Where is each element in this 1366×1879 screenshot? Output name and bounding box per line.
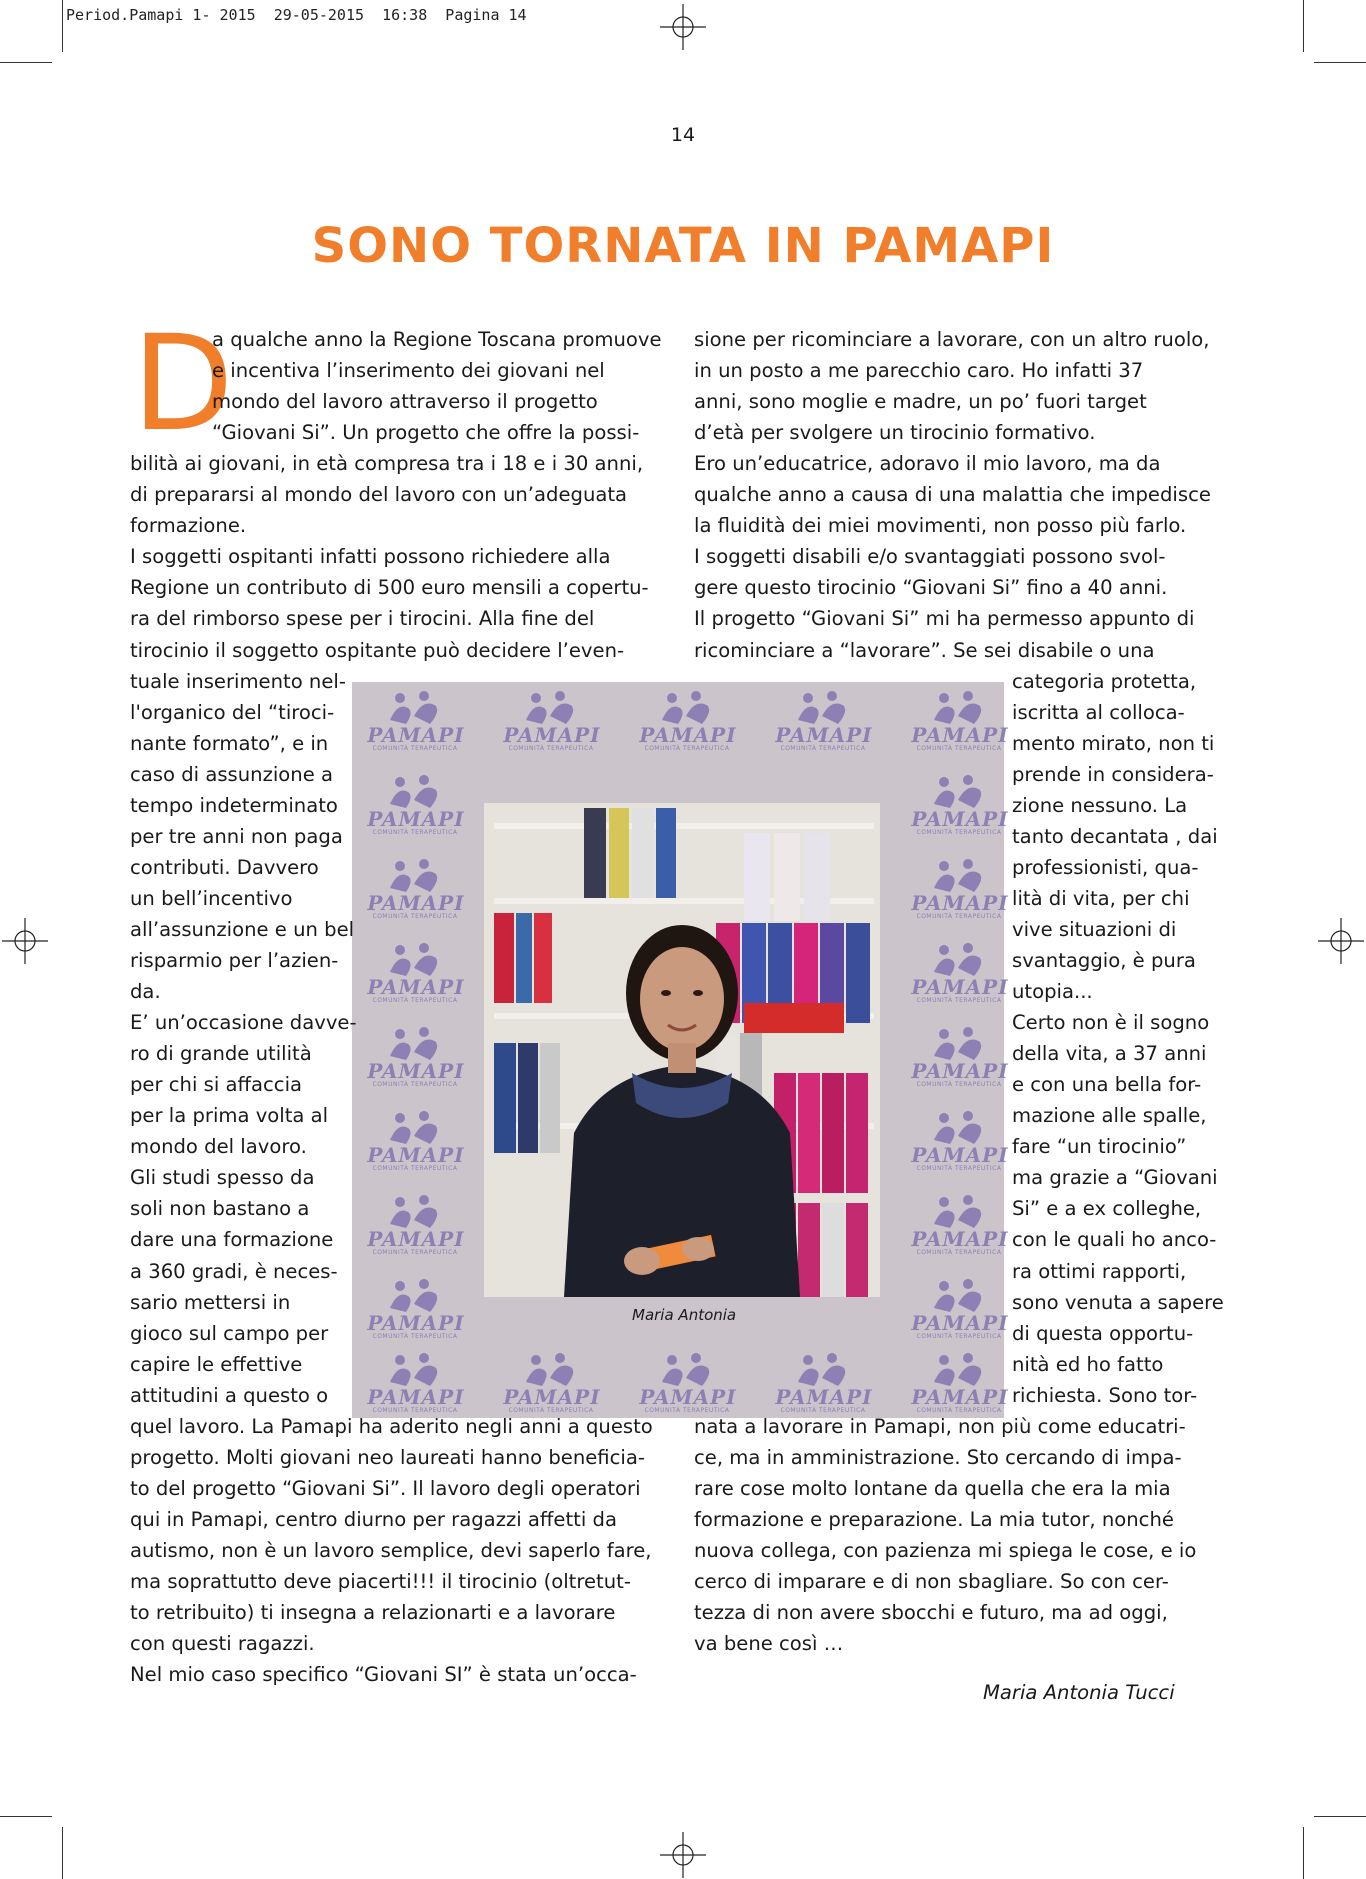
text-line: d’età per svolgere un tirocinio formativo.: [694, 421, 1096, 445]
logo-subtitle: COMUNITÀ TERAPEUTICA: [508, 745, 594, 752]
logo-brand: PAMAPI: [367, 975, 465, 999]
logo-brand: PAMAPI: [775, 723, 873, 747]
text-line: “Giovani Si”. Un progetto che offre la possi-: [212, 421, 640, 445]
logo-brand: PAMAPI: [639, 723, 737, 747]
text-line: va bene così …: [694, 1632, 844, 1656]
text-line: to retribuito) ti insegna a relazionarti e a lavorare: [130, 1601, 616, 1625]
text-line: della vita, a 37 anni: [1012, 1042, 1207, 1066]
text-line: ricominciare a “lavorare”. Se sei disabile o una: [694, 638, 1155, 662]
text-line: vive situazioni di: [1012, 917, 1177, 941]
text-line: dare una formazione: [130, 1228, 334, 1252]
logo-brand: PAMAPI: [367, 1385, 465, 1409]
pamapi-logo-tile: [904, 774, 1014, 838]
text-line: nata a lavorare in Pamapi, non più come educatri-: [694, 1414, 1186, 1438]
logo-subtitle: COMUNITÀ TERAPEUTICA: [372, 997, 458, 1004]
text-line: la fluidità dei miei movimenti, non posso più farlo.: [694, 514, 1187, 538]
text-line: gioco sul campo per: [130, 1321, 329, 1345]
pamapi-logo-tile: [904, 1194, 1014, 1258]
text-line: Regione un contributo di 500 euro mensili a copertu-: [130, 576, 649, 600]
text-line: quel lavoro. La Pamapi ha aderito negli anni a questo: [130, 1414, 653, 1438]
text-line: per tre anni non paga: [130, 824, 343, 848]
text-line: formazione e preparazione. La mia tutor, nonché: [694, 1507, 1174, 1531]
text-line: ra ottimi rapporti,: [1012, 1259, 1187, 1283]
trim-mark: [1303, 1827, 1304, 1879]
text-line: capire le effettive: [130, 1352, 303, 1376]
drop-cap: D: [132, 307, 234, 461]
pamapi-logo-tile: [360, 858, 470, 922]
logo-subtitle: COMUNITÀ TERAPEUTICA: [372, 1407, 458, 1414]
pamapi-logo-tile: [496, 690, 606, 754]
text-line: l'organico del “tiroci-: [130, 700, 335, 724]
text-line: mondo del lavoro attraverso il progetto: [212, 390, 598, 414]
text-line: to del progetto “Giovani Si”. Il lavoro degli operatori: [130, 1476, 641, 1500]
text-line: Nel mio caso specifico “Giovani SI” è stata un’occa-: [130, 1663, 637, 1687]
text-line: ma grazie a “Giovani: [1012, 1166, 1218, 1190]
logo-brand: PAMAPI: [911, 723, 1009, 747]
logo-subtitle: COMUNITÀ TERAPEUTICA: [780, 745, 866, 752]
text-line: ma soprattutto deve piacerti!!! il tirocinio (oltretut-: [130, 1570, 631, 1593]
logo-brand: PAMAPI: [367, 1059, 465, 1083]
logo-brand: PAMAPI: [911, 1385, 1009, 1409]
pamapi-logo-tile: [360, 1110, 470, 1174]
logo-subtitle: COMUNITÀ TERAPEUTICA: [916, 1249, 1002, 1256]
trim-mark: [1314, 62, 1366, 63]
text-line: a 360 gradi, è neces-: [130, 1259, 338, 1283]
text-line: Il progetto “Giovani Si” mi ha permesso appunto di: [694, 607, 1195, 631]
pamapi-logo-tile: [904, 942, 1014, 1006]
text-line: rare cose molto lontane da quella che era la mia: [694, 1476, 1171, 1500]
pamapi-logo-tile: [632, 1352, 742, 1416]
pamapi-logo-tile: [904, 1278, 1014, 1342]
text-line: anni, sono moglie e madre, un po’ fuori target: [694, 390, 1147, 414]
logo-brand: PAMAPI: [367, 1227, 465, 1251]
article-title: SONO TORNATA IN PAMAPI: [311, 218, 1055, 274]
text-line: con questi ragazzi.: [130, 1632, 315, 1656]
text-line: prende in considera-: [1012, 762, 1214, 786]
text-line: utopia...: [1012, 980, 1093, 1004]
pamapi-logo-tile: [496, 1352, 606, 1416]
text-line: lità di vita, per chi: [1012, 886, 1190, 910]
text-line: ce, ma in amministrazione. Sto cercando di impa-: [694, 1445, 1182, 1469]
text-line: tirocinio il soggetto ospitante può decidere l’even-: [130, 638, 625, 662]
logo-subtitle: COMUNITÀ TERAPEUTICA: [372, 913, 458, 920]
logo-brand: PAMAPI: [367, 891, 465, 915]
text-line: con le quali ho anco-: [1012, 1228, 1217, 1252]
text-line: E’ un’occasione davve-: [130, 1011, 357, 1035]
logo-brand: PAMAPI: [503, 723, 601, 747]
logo-subtitle: COMUNITÀ TERAPEUTICA: [780, 1407, 866, 1414]
logo-subtitle: COMUNITÀ TERAPEUTICA: [916, 1165, 1002, 1172]
text-line: contributi. Davvero: [130, 855, 319, 879]
logo-subtitle: COMUNITÀ TERAPEUTICA: [372, 1333, 458, 1340]
logo-brand: PAMAPI: [911, 975, 1009, 999]
text-line: all’assunzione e un bel: [130, 917, 355, 941]
text-line: fare “un tirocinio”: [1012, 1135, 1187, 1159]
text-line: richiesta. Sono tor-: [1012, 1383, 1198, 1407]
logo-brand: PAMAPI: [503, 1385, 601, 1409]
logo-subtitle: COMUNITÀ TERAPEUTICA: [916, 1407, 1002, 1414]
text-line: tempo indeterminato: [130, 793, 338, 817]
text-line: da.: [130, 980, 161, 1004]
logo-brand: PAMAPI: [367, 807, 465, 831]
pamapi-logo-tile: [904, 1352, 1014, 1416]
pamapi-logo-tile: [360, 1194, 470, 1258]
text-line: nità ed ho fatto: [1012, 1352, 1164, 1376]
logo-subtitle: COMUNITÀ TERAPEUTICA: [508, 1407, 594, 1414]
pamapi-logo-tile: [360, 774, 470, 838]
text-line: zione nessuno. La: [1012, 793, 1188, 817]
text-line: per chi si affaccia: [130, 1073, 303, 1097]
text-line: mento mirato, non ti: [1012, 731, 1215, 755]
logo-brand: PAMAPI: [367, 723, 465, 747]
logo-subtitle: COMUNITÀ TERAPEUTICA: [644, 745, 730, 752]
logo-subtitle: COMUNITÀ TERAPEUTICA: [916, 1081, 1002, 1088]
text-line: Ero un’educatrice, adoravo il mio lavoro, ma da: [694, 452, 1161, 476]
pamapi-logo-tile: [360, 1352, 470, 1416]
photo-caption: Maria Antonia: [632, 1306, 737, 1324]
text-line: tezza di non avere sbocchi e futuro, ma ad oggi,: [694, 1601, 1168, 1625]
portrait-photo: [484, 803, 880, 1297]
trim-mark: [62, 1827, 63, 1879]
page-number: 14: [670, 124, 696, 146]
trim-mark: [1314, 1816, 1366, 1817]
logo-brand: PAMAPI: [911, 1059, 1009, 1083]
text-line: formazione.: [130, 514, 247, 538]
text-line: svantaggio, è pura: [1012, 949, 1196, 972]
text-line: Si” e a ex colleghe,: [1012, 1197, 1202, 1221]
logo-subtitle: COMUNITÀ TERAPEUTICA: [916, 1333, 1002, 1340]
logo-subtitle: COMUNITÀ TERAPEUTICA: [916, 745, 1002, 752]
text-line: bilità ai giovani, in età compresa tra i 18 e i 30 anni,: [130, 452, 644, 476]
pamapi-logo-tile: [904, 690, 1014, 754]
pamapi-logo-tile: [360, 942, 470, 1006]
text-line: qui in Pamapi, centro diurno per ragazzi affetti da: [130, 1507, 617, 1531]
text-line: sono venuta a sapere: [1012, 1290, 1224, 1314]
logo-subtitle: COMUNITÀ TERAPEUTICA: [916, 913, 1002, 920]
text-line: ro di grande utilità: [130, 1042, 312, 1066]
logo-subtitle: COMUNITÀ TERAPEUTICA: [644, 1407, 730, 1414]
pamapi-logo-tile: [768, 1352, 878, 1416]
logo-subtitle: COMUNITÀ TERAPEUTICA: [372, 1165, 458, 1172]
pamapi-logo-tile: [632, 690, 742, 754]
pamapi-logo-tile: [360, 1278, 470, 1342]
text-line: ra del rimborso spese per i tirocini. Alla fine del: [130, 607, 595, 631]
text-line: Certo non è il sogno: [1012, 1011, 1210, 1035]
logo-subtitle: COMUNITÀ TERAPEUTICA: [372, 1249, 458, 1256]
text-line: iscritta al colloca-: [1012, 700, 1185, 724]
text-line: categoria protetta,: [1012, 669, 1197, 693]
pamapi-logo-tile: [904, 858, 1014, 922]
trim-mark: [62, 0, 63, 52]
pamapi-logo-tile: [360, 1026, 470, 1090]
logo-brand: PAMAPI: [639, 1385, 737, 1409]
pamapi-logo-tile: [904, 1110, 1014, 1174]
registration-mark-bottom: [660, 1832, 706, 1878]
trim-mark: [0, 1816, 52, 1817]
logo-subtitle: COMUNITÀ TERAPEUTICA: [916, 829, 1002, 836]
text-line: Gli studi spesso da: [130, 1166, 315, 1190]
print-slug: Period.Pamapi 1- 2015 29-05-2015 16:38 Pagina 14: [66, 6, 527, 24]
text-line: e incentiva l’inserimento dei giovani nel: [212, 359, 605, 383]
text-line: un bell’incentivo: [130, 886, 293, 910]
registration-mark-right: [1318, 918, 1364, 964]
trim-mark: [1303, 0, 1304, 52]
registration-mark-top: [660, 4, 706, 50]
logo-brand: PAMAPI: [775, 1385, 873, 1409]
text-line: professionisti, qua-: [1012, 855, 1199, 879]
text-line: sione per ricominciare a lavorare, con un altro ruolo,: [694, 328, 1210, 351]
text-line: nuova collega, con pazienza mi spiega le cose, e io: [694, 1538, 1197, 1562]
text-line: autismo, non è un lavoro semplice, devi saperlo fare,: [130, 1538, 652, 1562]
logo-brand: PAMAPI: [911, 807, 1009, 831]
logo-brand: PAMAPI: [367, 1143, 465, 1167]
logo-brand: PAMAPI: [911, 1311, 1009, 1335]
text-line: tanto decantata , dai: [1012, 824, 1218, 848]
text-line: mazione alle spalle,: [1012, 1104, 1207, 1128]
logo-brand: PAMAPI: [367, 1311, 465, 1335]
text-line: mondo del lavoro.: [130, 1135, 307, 1159]
portrait-illustration: [484, 803, 880, 1297]
text-line: progetto. Molti giovani neo laureati hanno beneficia-: [130, 1445, 645, 1469]
text-line: sario mettersi in: [130, 1290, 291, 1314]
pamapi-logo-tile: [768, 690, 878, 754]
text-line: per la prima volta al: [130, 1104, 329, 1128]
text-line: cerco di imparare e di non sbagliare. So con cer-: [694, 1570, 1169, 1593]
text-line: qualche anno a causa di una malattia che impedisce: [694, 483, 1211, 507]
pamapi-logo-tile: [904, 1026, 1014, 1090]
author-signature: Maria Antonia Tucci: [983, 1681, 1175, 1704]
logo-subtitle: COMUNITÀ TERAPEUTICA: [916, 997, 1002, 1004]
logo-brand: PAMAPI: [911, 1143, 1009, 1167]
logo-brand: PAMAPI: [911, 1227, 1009, 1251]
text-line: soli non bastano a: [130, 1197, 310, 1221]
text-line: caso di assunzione a: [130, 762, 333, 786]
pamapi-logo-tile: [360, 690, 470, 754]
logo-brand: PAMAPI: [911, 891, 1009, 915]
logo-subtitle: COMUNITÀ TERAPEUTICA: [372, 1081, 458, 1088]
logo-subtitle: COMUNITÀ TERAPEUTICA: [372, 829, 458, 836]
logo-subtitle: COMUNITÀ TERAPEUTICA: [372, 745, 458, 752]
text-line: tuale inserimento nel-: [130, 669, 346, 693]
text-line: attitudini a questo o: [130, 1383, 329, 1407]
text-line: nante formato”, e in: [130, 731, 329, 755]
text-line: risparmio per l’azien-: [130, 949, 339, 972]
text-line: e con una bella for-: [1012, 1073, 1202, 1097]
text-line: gere questo tirocinio “Giovani Si” fino a 40 anni.: [694, 576, 1168, 600]
text-line: di questa opportu-: [1012, 1321, 1194, 1345]
registration-mark-left: [2, 918, 48, 964]
text-line: I soggetti disabili e/o svantaggiati possono svol-: [694, 545, 1166, 569]
text-line: in un posto a me parecchio caro. Ho infatti 37: [694, 359, 1144, 383]
text-line: I soggetti ospitanti infatti possono richiedere alla: [130, 545, 611, 569]
text-line: a qualche anno la Regione Toscana promuove: [212, 328, 662, 351]
text-line: di prepararsi al mondo del lavoro con un’adeguata: [130, 483, 628, 507]
trim-mark: [0, 62, 52, 63]
